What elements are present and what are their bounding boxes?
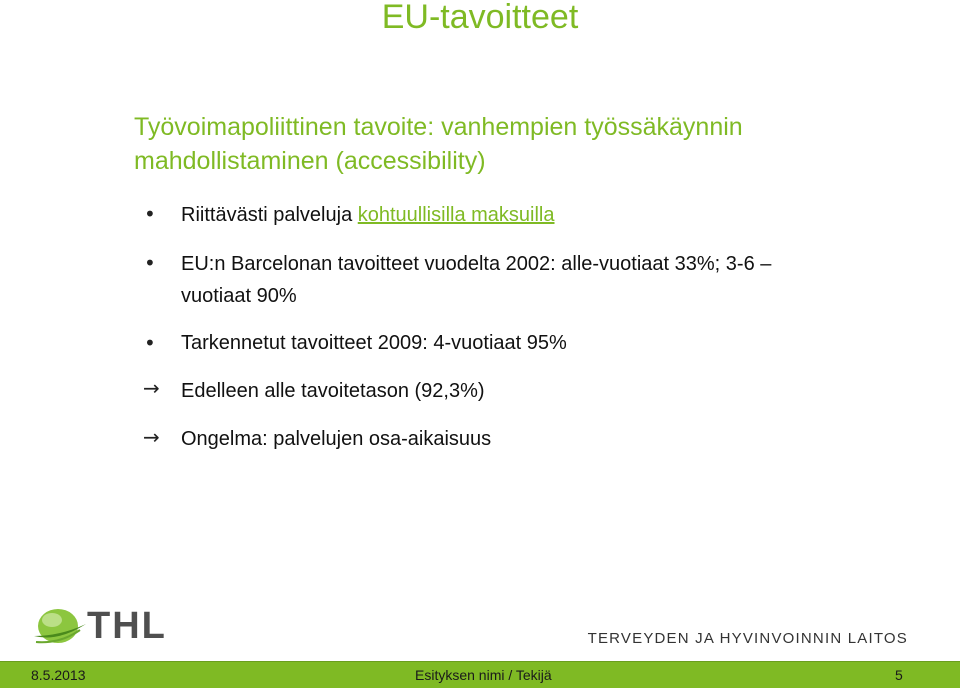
footer-date: 8.5.2013 [31, 667, 86, 683]
logo-text: THL [87, 605, 167, 647]
bullet-icon: • [144, 202, 156, 226]
arrow-right-icon: → [143, 376, 160, 400]
footer-bar [0, 661, 960, 688]
subtitle-line-2: mahdollistaminen (accessibility) [134, 147, 486, 175]
fees-link[interactable]: kohtuullisilla maksuilla [357, 204, 555, 226]
institute-name: TERVEYDEN JA HYVINVOINNIN LAITOS [587, 630, 908, 647]
bullet-item-refined-goals: Tarkennetut tavoitteet 2009: 4-vuotiaat 95% [181, 332, 567, 354]
arrow-item-part-time-problem: Ongelma: palvelujen osa-aikaisuus [181, 428, 492, 450]
subtitle-line-1: Työvoimapoliittinen tavoite: vanhempien työssäkäynnin [134, 113, 743, 141]
bullet-item-barcelona-line-1: EU:n Barcelonan tavoitteet vuodelta 2002: alle-vuotiaat 33%; 3-6 – [181, 253, 772, 275]
bullet-text: Riittävästi palveluja [181, 204, 358, 226]
footer-presenter: Esityksen nimi / Tekijä [415, 667, 552, 683]
arrow-right-icon: → [143, 425, 160, 449]
arrow-item-below-target: Edelleen alle tavoitetason (92,3%) [181, 380, 485, 402]
slide-title: EU-tavoitteet [381, 0, 579, 36]
bullet-item-barcelona-line-2: vuotiaat 90% [181, 285, 297, 307]
footer-page-number: 5 [895, 667, 903, 683]
bullet-icon: • [144, 331, 156, 355]
bullet-item-services [181, 200, 555, 230]
slide-subtitle [134, 110, 934, 178]
bullet-icon: • [144, 251, 156, 275]
